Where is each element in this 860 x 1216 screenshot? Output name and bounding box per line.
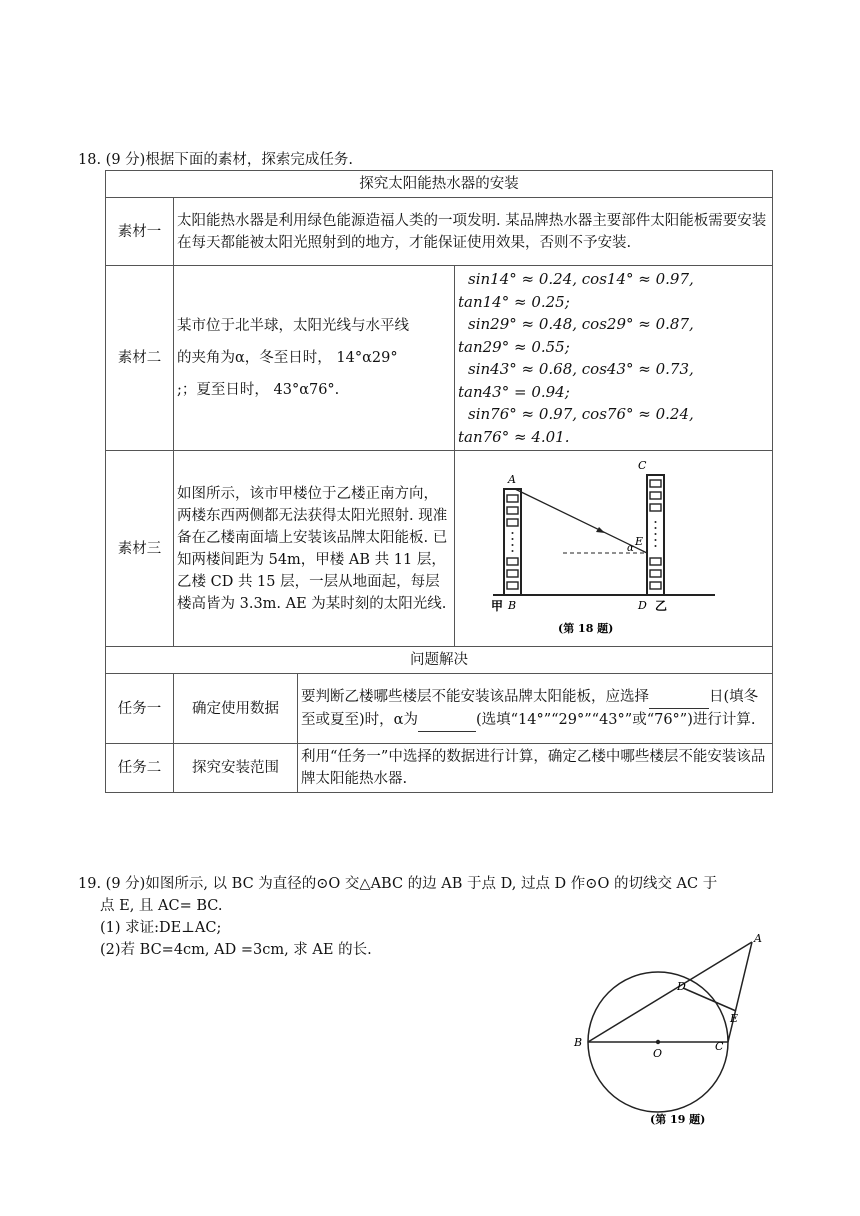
point-a-label: A: [754, 932, 762, 945]
task-2-text: 利用“任务一”中选择的数据进行计算，确定乙楼中哪些楼层不能安装该品牌太阳能热水器.: [298, 744, 773, 793]
material-2-label: 素材二: [106, 266, 174, 451]
point-e-label: E: [635, 534, 644, 548]
question-19-line-1: 19. (9 分)如图所示, 以 BC 为直径的⊙O 交△ABC 的边 AB 于点 D, 过点 D 作⊙O 的切线交 AC 于: [78, 876, 718, 892]
task-2-name: 探究安装范围: [174, 744, 298, 793]
angle-alpha-label: α: [627, 542, 634, 554]
point-d-label: D: [638, 598, 647, 612]
point-o-label: O: [653, 1047, 663, 1060]
point-b-label: B: [508, 598, 517, 612]
trig-line: tan43° = 0.94;: [458, 382, 570, 401]
answer-blank-day: [649, 686, 705, 709]
material-table: [105, 170, 773, 793]
figure-19-caption: (第 19 题): [650, 1113, 706, 1126]
point-b-label: B: [574, 1036, 583, 1049]
material-2-line-2: 的夹角为α，冬至日时， 14°α29°: [177, 350, 398, 366]
task-1-name: 确定使用数据: [174, 674, 298, 744]
material-3-text: 如图所示，该市甲楼位于乙楼正南方向，两楼东西两侧都无法获得太阳光照射. 现准备在乙楼南面墙上安装该品牌太阳能板. 已知两楼间距为 54m，甲楼 AB 共 11 层，乙楼 CD 共 15 层，一层从地面起，每层楼高皆为 3.3m. AE 为某时刻的太阳光线.: [174, 451, 455, 647]
figure-18: [455, 453, 771, 645]
building-yi-label: 乙: [655, 598, 668, 613]
figure-18-cell: [455, 451, 773, 647]
task-2-label: 任务二: [106, 744, 174, 793]
question-19-part-1: (1) 求证:DE⊥AC;: [100, 920, 222, 936]
task-1-text-c: (选填“14°”“29°”“43°”或“76°”)进行计算.: [475, 711, 756, 728]
question-19-line-2: 点 E, 且 AC= BC.: [100, 898, 223, 914]
answer-blank-alpha: [418, 709, 476, 732]
trig-line: sin43° ≈ 0.68, cos43° ≈ 0.73,: [468, 360, 694, 378]
trig-line: sin14° ≈ 0.24, cos14° ≈ 0.97,: [468, 270, 694, 288]
task-1-text: [298, 674, 773, 744]
trig-line: tan76° ≈ 4.01.: [458, 427, 570, 446]
trig-line: tan14° ≈ 0.25;: [458, 292, 570, 311]
solve-title: 问题解决: [106, 647, 773, 674]
material-2-text: [174, 266, 455, 451]
building-jia-label: 甲: [491, 598, 504, 613]
trig-line: sin76° ≈ 0.97, cos76° ≈ 0.24,: [468, 405, 694, 423]
point-a-label: A: [508, 472, 516, 486]
trig-line: sin29° ≈ 0.48, cos29° ≈ 0.87,: [468, 315, 694, 333]
material-1-label: 素材一: [106, 198, 174, 266]
material-2-line-3: ;；夏至日时， 43°α76°.: [177, 382, 340, 398]
table-title: 探究太阳能热水器的安装: [106, 171, 773, 198]
point-e-label: E: [730, 1012, 739, 1025]
question-19-part-2: (2)若 BC=4cm, AD =3cm, 求 AE 的长.: [100, 942, 372, 958]
figure-18-caption: (第 18 题): [558, 621, 614, 635]
trig-line: tan29° ≈ 0.55;: [458, 337, 570, 356]
point-d-label: D: [677, 980, 686, 993]
task-1-text-a: 要判断乙楼哪些楼层不能安装该品牌太阳能板，应选择: [301, 688, 649, 705]
material-1-text: 太阳能热水器是利用绿色能源造福人类的一项发明. 某品牌热水器主要部件太阳能板需要安装在每天都能被太阳光照射到的地方，才能保证使用效果，否则不予安装.: [174, 198, 773, 266]
question-18-heading: 18. (9 分)根据下面的素材，探索完成任务.: [78, 152, 353, 168]
task-1-label: 任务一: [106, 674, 174, 744]
material-3-label: 素材三: [106, 451, 174, 647]
trig-values: [455, 266, 773, 451]
point-c-label: C: [638, 458, 647, 472]
task-1-text-b: 日(填冬至或夏至)时，α为: [301, 688, 759, 728]
figure-19: [570, 928, 780, 1128]
material-2-line-1: 某市位于北半球，太阳光线与水平线: [177, 318, 409, 334]
point-c-label: C: [715, 1040, 724, 1053]
